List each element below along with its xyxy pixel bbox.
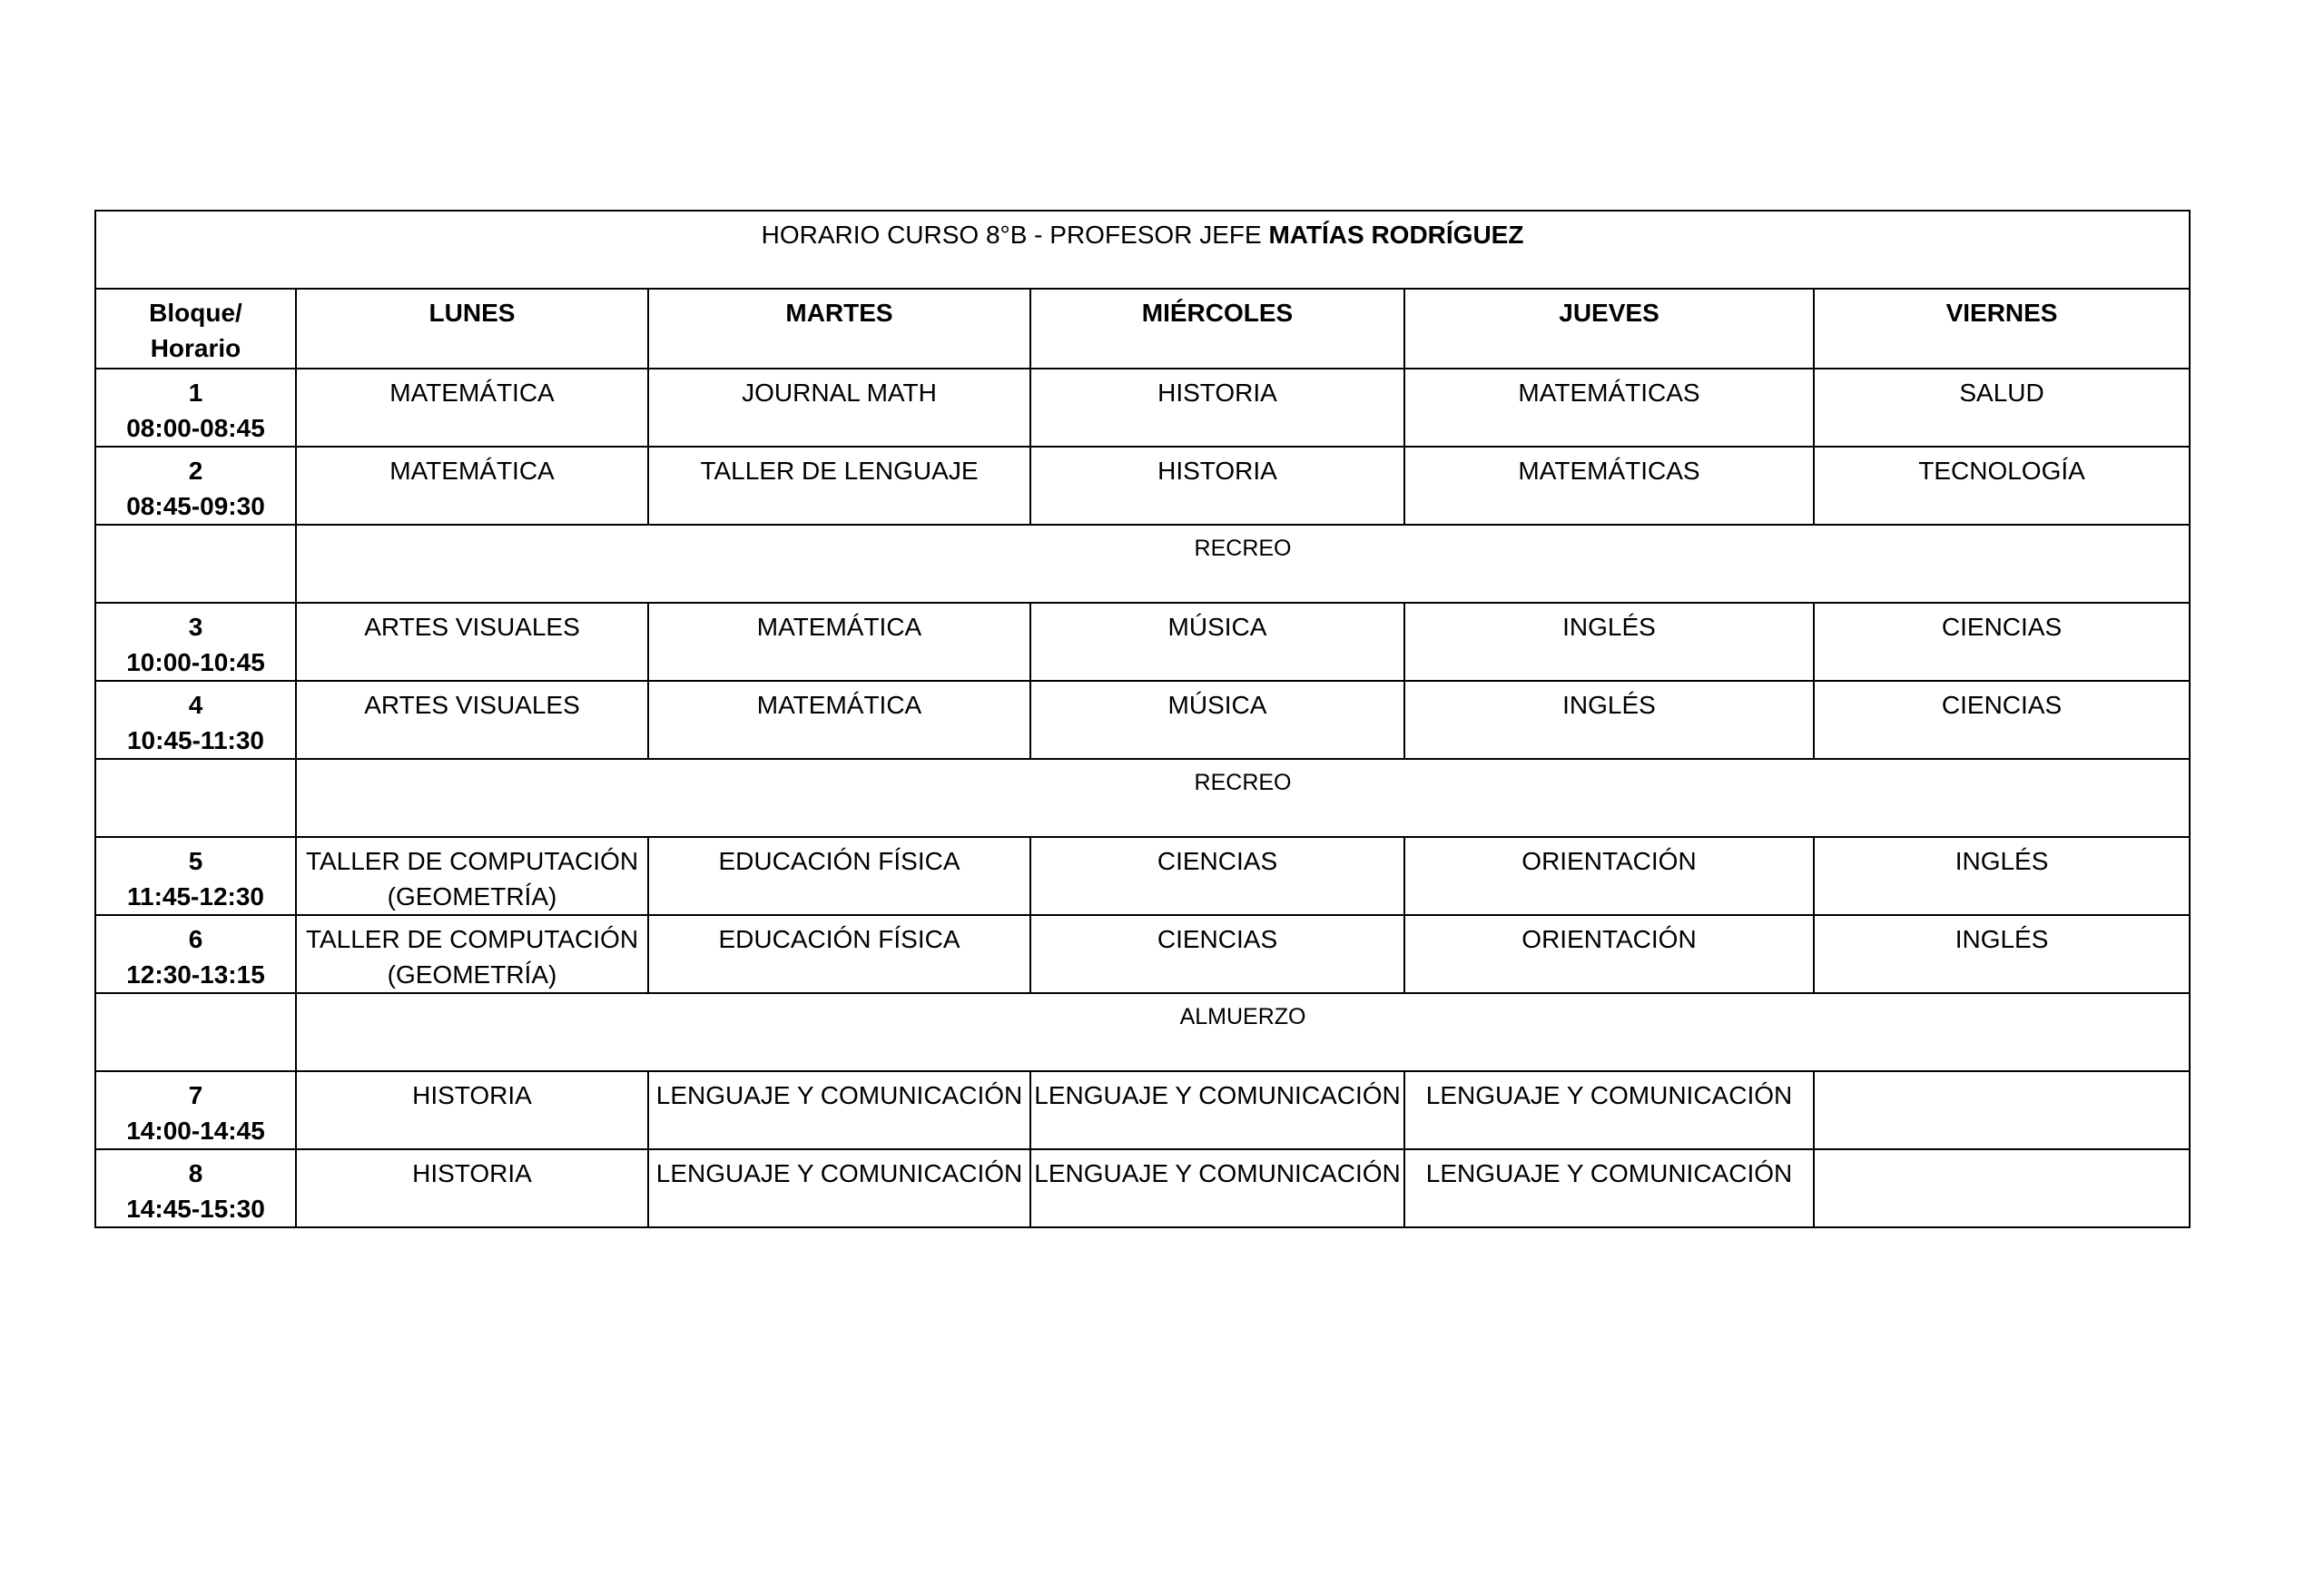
subject-text: TALLER DE COMPUTACIÓN <box>305 847 639 875</box>
subject-text: (GEOMETRÍA) <box>387 882 557 911</box>
break-label: ALMUERZO <box>296 993 2190 1071</box>
subject-cell-martes <box>648 681 1030 759</box>
subject-text: EDUCACIÓN FÍSICA <box>718 847 960 875</box>
break-row <box>95 525 2190 603</box>
block-number: 2 <box>188 457 203 485</box>
table-row <box>95 1071 2190 1149</box>
subject-text: INGLÉS <box>1562 613 1656 641</box>
block-time-cell <box>95 1071 296 1149</box>
subject-text: JOURNAL MATH <box>742 379 937 407</box>
block-time: 14:00-14:45 <box>126 1117 265 1145</box>
subject-cell-viernes <box>1814 1071 2190 1149</box>
subject-text: INGLÉS <box>1955 847 2049 875</box>
table-row <box>95 837 2190 915</box>
subject-cell-miercoles <box>1030 447 1404 525</box>
block-number: 7 <box>188 1081 203 1109</box>
table-title <box>95 211 2190 289</box>
break-row <box>95 993 2190 1071</box>
block-time: 08:45-09:30 <box>126 492 265 520</box>
subject-text: CIENCIAS <box>1941 691 2063 719</box>
header-day-viernes: VIERNES <box>1814 289 2190 369</box>
header-time-label: Horario <box>150 334 241 362</box>
subject-text: CIENCIAS <box>1157 847 1278 875</box>
subject-text: MÚSICA <box>1167 613 1267 641</box>
break-empty-cell <box>95 759 296 837</box>
subject-cell-viernes <box>1814 369 2190 447</box>
subject-cell-miercoles <box>1030 369 1404 447</box>
subject-text: INGLÉS <box>1955 925 2049 953</box>
subject-cell-lunes <box>296 447 648 525</box>
subject-text: MATEMÁTICA <box>389 457 555 485</box>
subject-text: TALLER DE LENGUAJE <box>700 457 979 485</box>
break-label: RECREO <box>296 525 2190 603</box>
subject-cell-miercoles <box>1030 603 1404 681</box>
block-time: 11:45-12:30 <box>126 882 264 911</box>
block-number: 8 <box>188 1159 203 1187</box>
subject-cell-lunes <box>296 1071 648 1149</box>
block-time: 10:45-11:30 <box>126 726 264 754</box>
subject-cell-lunes <box>296 837 648 915</box>
subject-cell-lunes <box>296 603 648 681</box>
subject-cell-martes <box>648 447 1030 525</box>
subject-text: TECNOLOGÍA <box>1918 457 2085 485</box>
subject-cell-lunes <box>296 681 648 759</box>
subject-cell-martes <box>648 369 1030 447</box>
subject-text: LENGUAJE Y COMUNICACIÓN <box>655 1081 1023 1109</box>
block-time-cell <box>95 447 296 525</box>
subject-text: HISTORIA <box>1157 457 1277 485</box>
header-day-miercoles: MIÉRCOLES <box>1030 289 1404 369</box>
block-time-cell <box>95 1149 296 1227</box>
subject-text: ORIENTACIÓN <box>1521 925 1697 953</box>
table-row <box>95 447 2190 525</box>
subject-text: HISTORIA <box>412 1159 532 1187</box>
table-row <box>95 681 2190 759</box>
block-number: 3 <box>188 613 203 641</box>
subject-text: LENGUAJE Y COMUNICACIÓN <box>655 1159 1023 1187</box>
subject-text: MATEMÁTICAS <box>1518 379 1700 407</box>
subject-cell-martes <box>648 603 1030 681</box>
header-day-lunes: LUNES <box>296 289 648 369</box>
subject-text: LENGUAJE Y COMUNICACIÓN <box>1425 1159 1793 1187</box>
block-number: 6 <box>188 925 203 953</box>
subject-cell-lunes <box>296 915 648 993</box>
break-empty-cell <box>95 993 296 1071</box>
table-row <box>95 369 2190 447</box>
block-number: 4 <box>188 691 203 719</box>
subject-cell-jueves <box>1404 915 1814 993</box>
subject-text: MATEMÁTICA <box>756 613 922 641</box>
subject-text: (GEOMETRÍA) <box>387 960 557 989</box>
subject-cell-viernes <box>1814 915 2190 993</box>
subject-cell-martes <box>648 915 1030 993</box>
subject-text: EDUCACIÓN FÍSICA <box>718 925 960 953</box>
subject-text: LENGUAJE Y COMUNICACIÓN <box>1034 1081 1401 1109</box>
subject-text: MATEMÁTICA <box>389 379 555 407</box>
subject-text: MÚSICA <box>1167 691 1267 719</box>
subject-text: CIENCIAS <box>1941 613 2063 641</box>
block-time-cell <box>95 681 296 759</box>
title-row <box>95 211 2190 289</box>
block-time: 14:45-15:30 <box>126 1195 265 1223</box>
block-number: 1 <box>188 379 203 407</box>
subject-cell-viernes <box>1814 603 2190 681</box>
table-row <box>95 603 2190 681</box>
subject-cell-jueves <box>1404 447 1814 525</box>
header-day-martes: MARTES <box>648 289 1030 369</box>
subject-cell-martes <box>648 1149 1030 1227</box>
subject-cell-martes <box>648 1071 1030 1149</box>
block-time-cell <box>95 837 296 915</box>
block-time: 08:00-08:45 <box>126 414 265 442</box>
subject-cell-viernes <box>1814 1149 2190 1227</box>
table-row <box>95 915 2190 993</box>
header-day-jueves: JUEVES <box>1404 289 1814 369</box>
block-time-cell <box>95 369 296 447</box>
subject-cell-martes <box>648 837 1030 915</box>
block-time-cell <box>95 603 296 681</box>
subject-cell-miercoles <box>1030 1071 1404 1149</box>
subject-cell-miercoles <box>1030 915 1404 993</box>
subject-text: MATEMÁTICAS <box>1518 457 1700 485</box>
subject-cell-viernes <box>1814 681 2190 759</box>
subject-cell-jueves <box>1404 837 1814 915</box>
subject-cell-miercoles <box>1030 837 1404 915</box>
subject-text: ARTES VISUALES <box>364 691 580 719</box>
subject-cell-jueves <box>1404 681 1814 759</box>
subject-cell-viernes <box>1814 837 2190 915</box>
subject-cell-lunes <box>296 369 648 447</box>
block-time: 12:30-13:15 <box>126 960 265 989</box>
subject-cell-lunes <box>296 1149 648 1227</box>
subject-text: ARTES VISUALES <box>364 613 580 641</box>
subject-text: LENGUAJE Y COMUNICACIÓN <box>1425 1081 1793 1109</box>
subject-text: TALLER DE COMPUTACIÓN <box>305 925 639 953</box>
header-block-label: Bloque/ <box>149 299 242 327</box>
schedule-table <box>94 210 2191 1228</box>
break-empty-cell <box>95 525 296 603</box>
break-row <box>95 759 2190 837</box>
subject-text: SALUD <box>1959 379 2044 407</box>
subject-cell-jueves <box>1404 1149 1814 1227</box>
block-time: 10:00-10:45 <box>126 648 265 676</box>
subject-text: CIENCIAS <box>1157 925 1278 953</box>
subject-text: INGLÉS <box>1562 691 1656 719</box>
subject-text: LENGUAJE Y COMUNICACIÓN <box>1034 1159 1401 1187</box>
subject-text: ORIENTACIÓN <box>1521 847 1697 875</box>
break-label: RECREO <box>296 759 2190 837</box>
title-prefix: HORARIO CURSO 8°B - PROFESOR JEFE <box>761 221 1269 249</box>
block-number: 5 <box>188 847 203 875</box>
subject-text: HISTORIA <box>412 1081 532 1109</box>
subject-text: HISTORIA <box>1157 379 1277 407</box>
subject-cell-viernes <box>1814 447 2190 525</box>
block-time-cell <box>95 915 296 993</box>
subject-text: MATEMÁTICA <box>756 691 922 719</box>
subject-cell-jueves <box>1404 369 1814 447</box>
table-row <box>95 1149 2190 1227</box>
subject-cell-jueves <box>1404 1071 1814 1149</box>
subject-cell-jueves <box>1404 603 1814 681</box>
subject-cell-miercoles <box>1030 681 1404 759</box>
teacher-name: MATÍAS RODRÍGUEZ <box>1268 221 1524 249</box>
subject-cell-miercoles <box>1030 1149 1404 1227</box>
header-block-time <box>95 289 296 369</box>
header-row <box>95 289 2190 369</box>
